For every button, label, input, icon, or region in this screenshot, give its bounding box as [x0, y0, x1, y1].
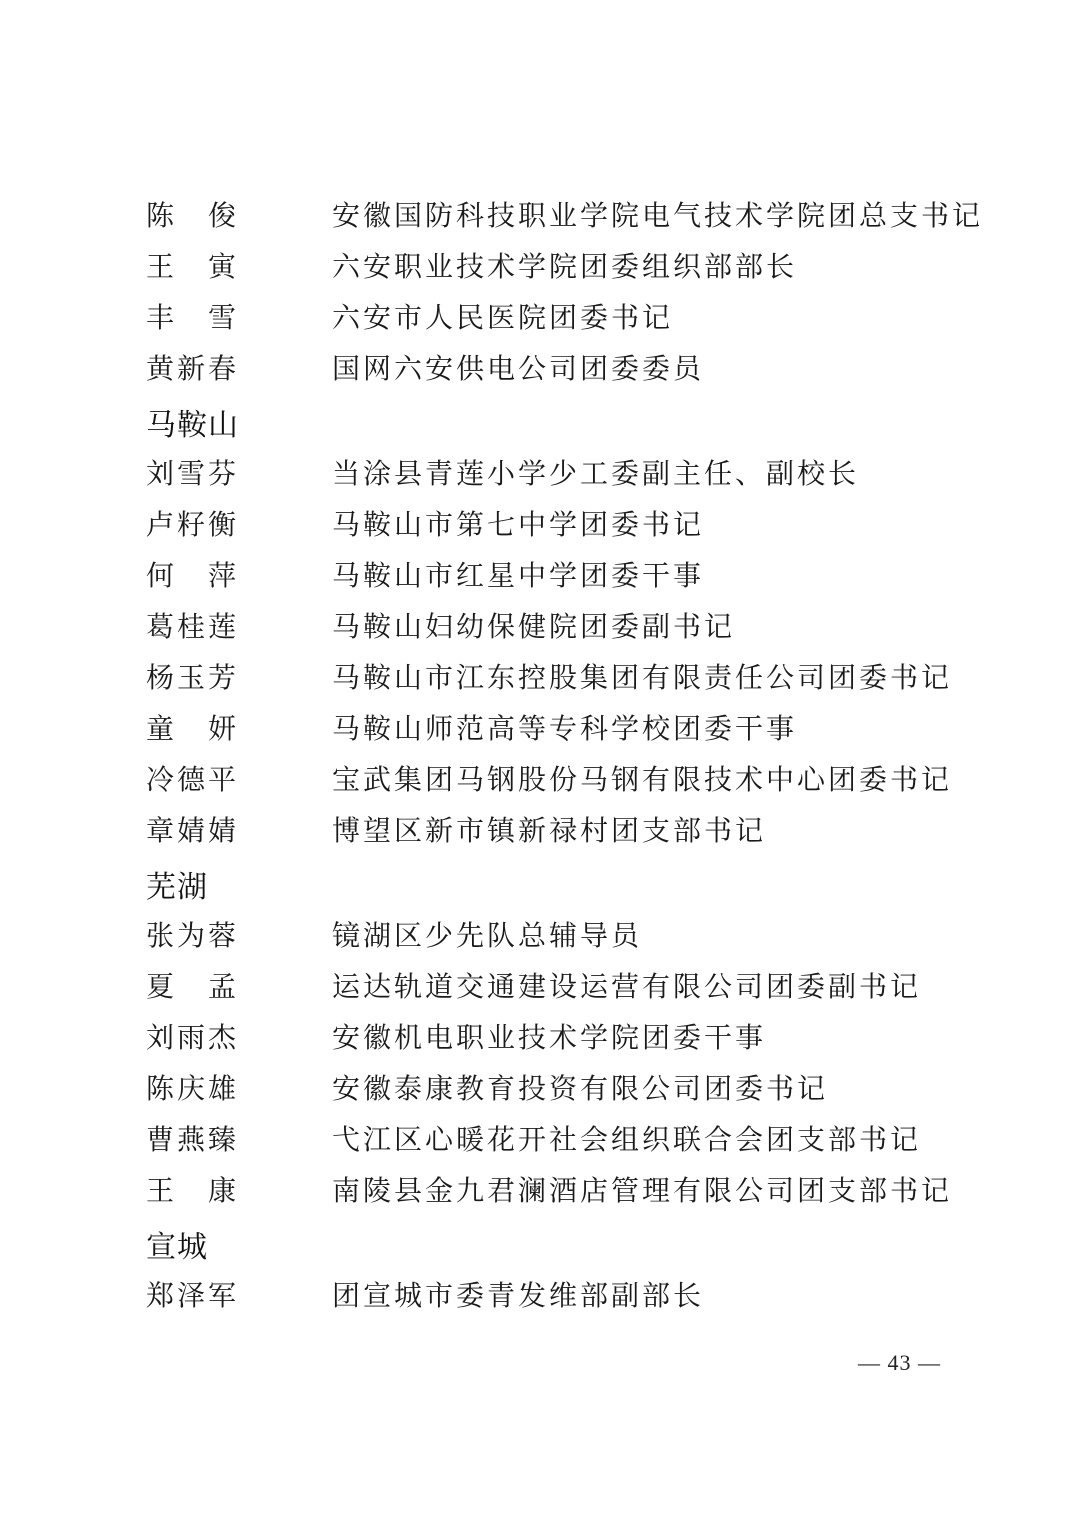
- person-name: 陈 俊: [146, 198, 240, 232]
- list-item: [146, 1061, 936, 1112]
- person-name: 郑泽军: [146, 1278, 240, 1312]
- list-item: [146, 188, 984, 239]
- person-name: 王 寅: [146, 249, 240, 283]
- person-role: 六安市人民医院团委书记: [332, 300, 674, 334]
- person-name: 陈庆雄: [146, 1071, 240, 1105]
- person-role: 南陵县金九君澜酒店管理有限公司团支部书记: [332, 1173, 953, 1207]
- list-item: [146, 959, 936, 1010]
- list-item: [146, 1268, 936, 1319]
- list-item: [146, 752, 953, 803]
- section-heading-wuhu: 芜湖: [146, 870, 208, 905]
- list-item: [146, 446, 936, 497]
- list-item: [146, 701, 936, 752]
- list-item: [146, 1112, 936, 1163]
- person-role: 安徽机电职业技术学院团委干事: [332, 1020, 767, 1054]
- person-name: 丰 雪: [146, 300, 240, 334]
- person-role: 运达轨道交通建设运营有限公司团委副书记: [332, 969, 922, 1003]
- name-list: [146, 188, 984, 1319]
- list-item: [146, 290, 936, 341]
- person-role: 马鞍山市第七中学团委书记: [332, 507, 705, 541]
- list-item: [146, 239, 936, 290]
- person-name: 王 康: [146, 1173, 240, 1207]
- list-item: [146, 908, 936, 959]
- person-role: 当涂县青莲小学少工委副主任、副校长: [332, 456, 860, 490]
- person-role: 弋江区心暖花开社会组织联合会团支部书记: [332, 1122, 922, 1156]
- person-name: 葛桂莲: [146, 609, 240, 643]
- person-name: 张为蓉: [146, 918, 240, 952]
- list-item: [146, 803, 936, 854]
- person-name: 何 萍: [146, 558, 240, 592]
- person-role: 博望区新市镇新禄村团支部书记: [332, 813, 767, 847]
- list-item: [146, 1163, 953, 1214]
- person-name: 卢籽衡: [146, 507, 240, 541]
- person-name: 刘雪芬: [146, 456, 240, 490]
- list-item: [146, 341, 936, 392]
- list-item: [146, 1010, 936, 1061]
- person-role: 马鞍山市江东控股集团有限责任公司团委书记: [332, 660, 953, 694]
- person-role: 六安职业技术学院团委组织部部长: [332, 249, 798, 283]
- person-role: 马鞍山妇幼保健院团委副书记: [332, 609, 736, 643]
- person-name: 童 妍: [146, 711, 240, 745]
- section-heading-xuancheng: 宣城: [146, 1230, 208, 1265]
- list-item: [146, 548, 936, 599]
- person-role: 马鞍山市红星中学团委干事: [332, 558, 705, 592]
- person-name: 曹燕臻: [146, 1122, 240, 1156]
- person-role: 国网六安供电公司团委委员: [332, 351, 705, 385]
- page-number: — 43 —: [858, 1350, 941, 1375]
- list-item: [146, 497, 936, 548]
- person-role: 镜湖区少先队总辅导员: [332, 918, 643, 952]
- person-name: 夏 孟: [146, 969, 240, 1003]
- person-role: 宝武集团马钢股份马钢有限技术中心团委书记: [332, 762, 953, 796]
- list-item: [146, 650, 953, 701]
- person-role: 团宣城市委青发维部副部长: [332, 1278, 705, 1312]
- person-role: 安徽国防科技职业学院电气技术学院团总支书记: [332, 198, 984, 232]
- person-name: 黄新春: [146, 351, 240, 385]
- person-role: 安徽泰康教育投资有限公司团委书记: [332, 1071, 829, 1105]
- list-item: [146, 599, 936, 650]
- person-name: 刘雨杰: [146, 1020, 240, 1054]
- person-role: 马鞍山师范高等专科学校团委干事: [332, 711, 798, 745]
- person-name: 杨玉芳: [146, 660, 240, 694]
- person-name: 冷德平: [146, 762, 240, 796]
- person-name: 章婧婧: [146, 813, 240, 847]
- section-heading-maanshan: 马鞍山: [146, 408, 239, 443]
